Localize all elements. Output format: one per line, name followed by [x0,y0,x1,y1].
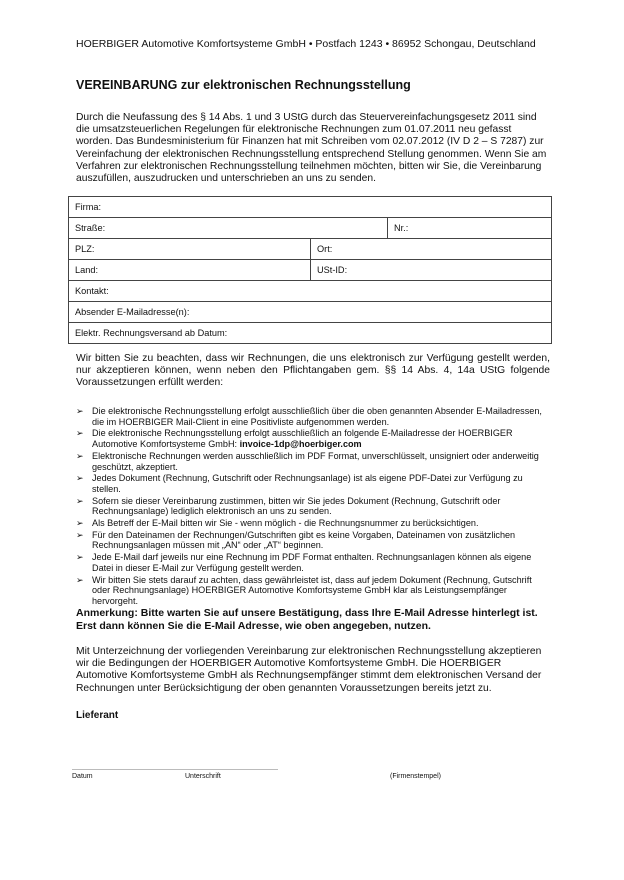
arrow-bullet-icon: ➢ [76,450,84,461]
form-row-versand [69,323,551,343]
form-row-plz-ort [69,239,551,260]
ustid-field[interactable]: USt-ID: [310,260,551,280]
list-item-text: Wir bitten Sie stets darauf zu achten, dass gewährleistet ist, dass auf jedem Dokument (Rechnung, Gutschrift oder Rechnungsanlage) HOERBIGER Automotive Komfortsysteme GmbH klar als Leistungsempfänger hervorgeht. [92,574,532,606]
list-item [76,530,550,551]
requirements-list [76,406,550,608]
lieferant-heading: Lieferant [76,710,119,721]
ort-field[interactable]: Ort: [310,239,551,259]
date-label: Datum [72,773,93,780]
arrow-bullet-icon: ➢ [76,428,84,439]
arrow-bullet-icon: ➢ [76,552,84,563]
list-item-text: Die elektronische Rechnungsstellung erfolgt ausschließlich an folgende E-Mailadresse der HOERBIGER Automotive Komfortsysteme GmbH: [92,428,513,450]
form-row-kontakt [69,281,551,302]
kontakt-field[interactable]: Kontakt: [75,286,109,296]
form-row-land-ustid [69,260,551,281]
closing-paragraph: Mit Unterzeichnung der vorliegenden Vereinbarung zur elektronischen Rechnungsstellung akzeptieren wir die Bedingungen der HOERBIGER Automotive Komfortsysteme GmbH. Die HOERBIGER Automotive Komfortsysteme GmbH als Rechnungsempfänger stimmt dem elektronischen Versand der Rechnungen unter Berücksichtigung der oben genannten Voraussetzungen bereits jetzt zu. [76,646,542,694]
land-field[interactable]: Land: [75,265,98,275]
list-item-text: Die elektronische Rechnungsstellung erfolgt ausschließlich über die oben genannten Absender E-Mailadressen, die im HOERBIGER Mail-Client in eine Positivliste aufgenommen werden. [92,406,542,427]
form-row-absender [69,302,551,323]
requirements-intro-paragraph: Wir bitten Sie zu beachten, dass wir Rechnungen, die uns elektronisch zur Verfügung gestellt werden, nur akzeptieren können, wenn neben den Pflichtangaben gem. §§ 14 Abs. 4, 14a UStG folgende Voraussetzungen erfüllt werden: [76,353,550,389]
arrow-bullet-icon: ➢ [76,473,84,484]
form-row-firma [69,197,551,218]
signature-label: Unterschrift [185,773,221,780]
absender-email-field[interactable]: Absender E-Mailadresse(n): [75,307,190,317]
intro-paragraph: Durch die Neufassung des § 14 Abs. 1 und 3 UStG durch das Steuervereinfachungsgesetz 2011 sind die umsatzsteuerlichen Regelungen für elektronische Rechnungen zum 01.07.2011 neu gefasst worden. Das Bundesministerium für Finanzen hat mit Schreiben vom 02.07.2012 (IV D 2 – S 7287) zur Vereinfachung der elektronischen Rechnungsstellung entsprechend Stellung genommen. Wenn Sie am Verfahren zur elektronischen Rechnungsstellung teilnehmen möchten, bitten wir Sie, die Vereinbarung auszufüllen, auszudrucken und unterschrieben an uns zu senden. [76,112,547,185]
plz-field[interactable]: PLZ: [75,244,95,254]
list-item-text: Jedes Dokument (Rechnung, Gutschrift oder Rechnungsanlage) ist als eigene PDF-Datei zur Verfügung zu stellen. [92,473,523,494]
list-item-text: Als Betreff der E-Mail bitten wir Sie - wenn möglich - die Rechnungsnummer zu berücksichtigen. [92,518,479,529]
form-row-strasse [69,218,551,239]
list-item [76,496,550,517]
nr-field[interactable]: Nr.: [387,218,551,238]
list-item [76,406,550,427]
firma-field[interactable]: Firma: [75,202,102,212]
list-item-text: Für den Dateinamen der Rechnungen/Gutschriften gibt es keine Vorgaben, Dateinamen von zusätzlichen Rechnungsanlagen müssen mit „AN“ oder „AT“ beginnen. [92,529,516,551]
supplier-form [68,196,552,344]
list-item [76,552,550,573]
strasse-field[interactable]: Straße: [75,223,106,233]
invoice-email-address: invoice-1dp@hoerbiger.com [239,439,362,450]
arrow-bullet-icon: ➢ [76,529,84,540]
arrow-bullet-icon: ➢ [76,574,84,585]
list-item-text: Jede E-Mail darf jeweils nur eine Rechnung im PDF Format enthalten. Rechnungsanlagen können als eigene Datei in dieser E-Mail zur Verfügung gestellt werden. [92,552,532,573]
list-item [76,451,550,472]
arrow-bullet-icon: ➢ [76,518,84,529]
arrow-bullet-icon: ➢ [76,406,84,416]
list-item [76,575,550,607]
confirmation-note: Anmerkung: Bitte warten Sie auf unsere Bestätigung, dass Ihre E-Mail Adresse hinterlegt ist. Erst dann können Sie die E-Mail Adresse, wie oben angegeben, nutzen. [76,607,538,632]
signature-line [72,769,278,770]
letterhead-sender-line: HOERBIGER Automotive Komfortsysteme GmbH • Postfach 1243 • 86952 Schongau, Deutschland [76,38,536,50]
company-stamp-label: (Firmenstempel) [390,773,441,780]
document-title: VEREINBARUNG zur elektronischen Rechnungsstellung [76,78,411,92]
versand-date-field[interactable]: Elektr. Rechnungsversand ab Datum: [75,328,228,338]
list-item-text: Elektronische Rechnungen werden ausschließlich im PDF Format, unverschlüsselt, unsigniert oder anderweitig geschützt, akzeptiert. [92,450,539,472]
arrow-bullet-icon: ➢ [76,495,84,506]
list-item [76,473,550,494]
list-item-text: Sofern sie dieser Vereinbarung zustimmen, bitten wir Sie jedes Dokument (Rechnung, Gutschrift oder Rechnungsanlage) lediglich elektronisch an uns zu senden. [92,495,501,517]
list-item [76,428,550,449]
list-item [76,518,550,529]
